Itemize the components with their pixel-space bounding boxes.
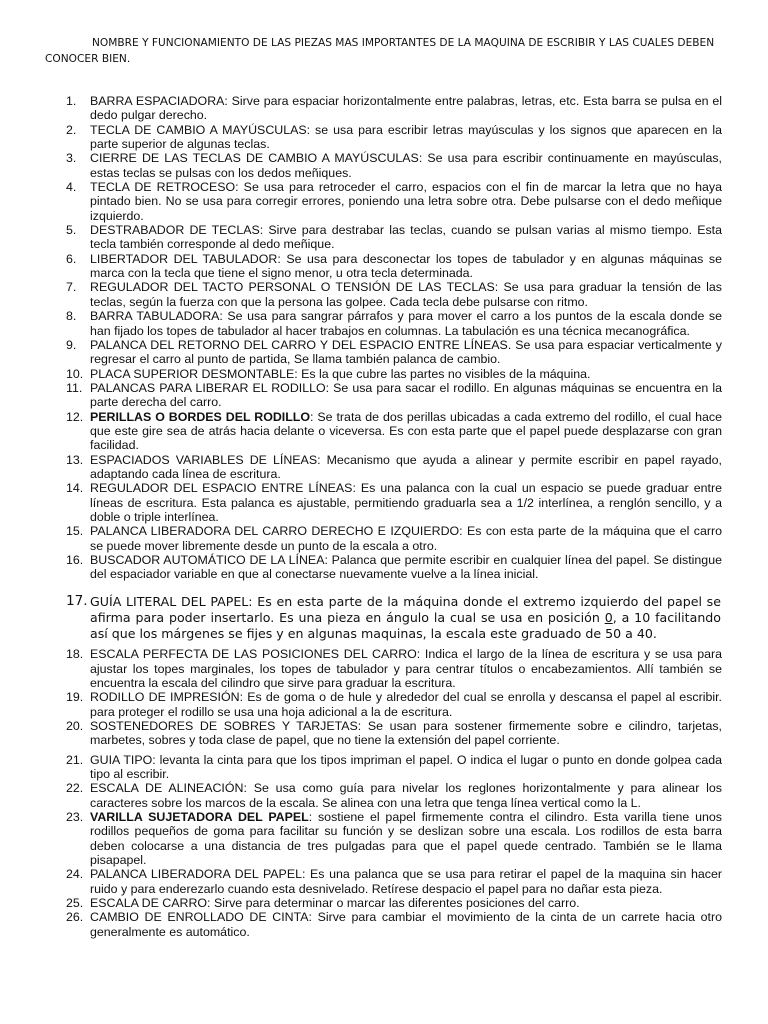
item-text: DESTRABADOR DE TECLAS: Sirve para destrabar las teclas, cuando se pulsan varias al mismo tiempo. Esta tecla también corresponde al dedo meñique. bbox=[90, 223, 722, 252]
item-number: 6. bbox=[66, 251, 77, 266]
list-item bbox=[0, 553, 722, 582]
item-text: BUSCADOR AUTOMÁTICO DE LA LÍNEA: Palanca que permite escribir en cualquier línea del papel. Se distingue del espaciador variable en que al conectarse nuevamente vuelve a la línea inicial. bbox=[90, 553, 722, 582]
item-text: PALANCA LIBERADORA DEL PAPEL: Es una palanca que se usa para retirar el papel de la maquina sin hacer ruido y para enderezarlo cuando esta desnivelado. Retírese despacio el papel para no dañar esta pieza. bbox=[90, 867, 722, 896]
item-number: 12. bbox=[66, 409, 84, 424]
item-text: ESCALA DE ALINEACIÓN: Se usa como guía para nivelar los reglones horizontalmente y para alinear los caracteres sobre los marcos de la escala. Se alinea con una letra que tenga línea vertical como la L. bbox=[90, 781, 722, 810]
item-number: 22. bbox=[66, 781, 84, 796]
list-item bbox=[0, 223, 722, 252]
item-number: 7. bbox=[66, 280, 77, 295]
item-text: , a 10 facilitando así que los márgenes se fijes y en algunas maquinas, la escala este graduado de 50 a 40. bbox=[90, 609, 721, 642]
item-text: RODILLO DE IMPRESIÓN: Es de goma o de hule y alrededor del cual se enrolla y descansa el papel al escribir. para proteger el rodillo se usa una hoja adicional a la de escritura. bbox=[90, 690, 722, 719]
item-text: ESCALA DE CARRO: Sirve para determinar o marcar las diferentes posiciones del carro. bbox=[90, 896, 580, 911]
list-item bbox=[0, 252, 722, 281]
list-item bbox=[0, 94, 722, 123]
item-underlined-value: 0 bbox=[604, 609, 613, 625]
item-number: 20. bbox=[66, 719, 84, 734]
item-number: 10. bbox=[66, 366, 84, 381]
item-number: 1. bbox=[66, 94, 77, 108]
item-text: CIERRE DE LAS TECLAS DE CAMBIO A MAYÚSCULAS: Se usa para escribir continuamente en mayúsculas, estas teclas se pulsas con los dedos meñiques. bbox=[90, 151, 722, 180]
item-text: REGULADOR DEL TACTO PERSONAL O TENSIÓN DE LAS TECLAS: Se usa para graduar la tensión de las teclas, según la fuerza con que la persona las golpee. Cada tecla debe pulsarse con ritmo. bbox=[90, 280, 722, 309]
item-text: BARRA TABULADORA: Se usa para sangrar párrafos y para mover el carro a los puntos de la escala donde se han fijado los topes de tabulador al hacer trabajos en columnas. La tabulación es una técnica mecanográfica. bbox=[90, 309, 722, 338]
list-item bbox=[0, 594, 721, 643]
item-text: GUÍA LITERAL DEL PAPEL: Es en esta parte de la máquina donde el extremo izquierdo del papel se afirma para poder insertarlo. Es una pieza en ángulo la cual se usa en posición bbox=[90, 593, 721, 625]
item-text: TECLA DE CAMBIO A MAYÚSCULAS: se usa para escribir letras mayúsculas y los signos que aparecen en la parte superior de algunas teclas. bbox=[90, 122, 722, 152]
item-text: TECLA DE RETROCESO: Se usa para retroceder el carro, espacios con el fin de marcar la letra que no haya pintado bien. No se usa para corregir errores, poniendo una letra sobre otra. Debe pulsarse con el dedo meñique izquierdo. bbox=[90, 180, 722, 223]
item-bold-term: PERILLAS O BORDES DEL RODILLO bbox=[90, 409, 310, 424]
item-number: 18. bbox=[66, 647, 84, 662]
item-number: 8. bbox=[66, 309, 77, 324]
item-text: BARRA ESPACIADORA: Sirve para espaciar horizontalmente entre palabras, letras, etc. Esta barra se pulsa en el dedo pulgar derecho. bbox=[90, 94, 722, 123]
item-text: LIBERTADOR DEL TABULADOR: Se usa para desconectar los topes de tabulador y en algunas máquinas se marca con la tecla que tiene el signo menor, u otra tecla determinada. bbox=[90, 251, 722, 281]
item-text: : Se trata de dos perillas ubicadas a cada extremo del rodillo, el cual hace que este gire sea de atrás hacia delante o viceversa. Es con esta parte que el papel puede desplazarse con gran facilidad. bbox=[90, 409, 722, 453]
item-number: 17. bbox=[66, 592, 88, 609]
item-number: 11. bbox=[66, 380, 83, 395]
list-item bbox=[0, 151, 722, 180]
item-number: 4. bbox=[66, 180, 77, 195]
list-item bbox=[0, 781, 722, 810]
parts-list bbox=[0, 94, 768, 939]
item-text: : sostiene el papel firmemente contra el cilindro. Esta varilla tiene unos rodillos pequeños de goma para facilitar su función y se deslizan sobre una escala. Los rodillos de esta barra deben colocarse a una distancia de tres pulgadas para que el papel quede centrado. También se le llama pisapapel. bbox=[90, 810, 722, 868]
document-heading: NOMBRE Y FUNCIONAMIENTO DE LAS PIEZAS MAS IMPORTANTES DE LA MAQUINA DE ESCRIBIR Y LAS CUALES DEBEN CONOCER BIEN. bbox=[45, 37, 715, 65]
item-text: CAMBIO DE ENROLLADO DE CINTA: Sirve para cambiar el movimiento de la cinta de un carrete hacia otro generalmente es automático. bbox=[90, 910, 722, 939]
item-number: 3. bbox=[66, 151, 77, 166]
item-text: REGULADOR DEL ESPACIO ENTRE LÍNEAS: Es una palanca con la cual un espacio se puede graduar entre líneas de escritura. Esta palanca es ajustable, permitiendo graduarla sea a 1/2 interlínea, a renglón sencillo, y a doble o triple interlínea. bbox=[90, 481, 722, 524]
item-number: 23. bbox=[66, 810, 84, 825]
list-item bbox=[0, 719, 722, 748]
list-item bbox=[0, 381, 722, 410]
item-text: ESCALA PERFECTA DE LAS POSICIONES DEL CARRO: Indica el largo de la línea de escritura y se usa para ajustar los topes marginales, los topes de tabulador y para centrar títulos o encabezamientos. Allí también se encuentra la escala del cilindro que sirve para graduar la escritura. bbox=[90, 647, 722, 690]
list-item bbox=[0, 453, 722, 482]
list-item bbox=[0, 910, 722, 939]
item-number: 26. bbox=[66, 910, 84, 925]
item-text: SOSTENEDORES DE SOBRES Y TARJETAS: Se usan para sostener firmemente sobre e cilindro, tarjetas, marbetes, sobres y toda clase de papel, que no tiene la extensión del papel corriente. bbox=[90, 719, 722, 748]
list-item bbox=[0, 753, 722, 782]
list-item bbox=[0, 647, 722, 690]
list-item bbox=[0, 280, 722, 309]
item-text: ESPACIADOS VARIABLES DE LÍNEAS: Mecanismo que ayuda a alinear y permite escribir en papel rayado, adaptando cada línea de escritura. bbox=[90, 452, 722, 481]
item-number: 2. bbox=[66, 122, 77, 137]
item-text: PLACA SUPERIOR DESMONTABLE: Es la que cubre las partes no visibles de la máquina. bbox=[90, 366, 591, 381]
list-item bbox=[0, 338, 722, 367]
list-item bbox=[0, 481, 722, 524]
list-item bbox=[0, 410, 722, 453]
item-number: 24. bbox=[66, 867, 84, 882]
item-number: 21. bbox=[66, 752, 84, 767]
item-number: 9. bbox=[66, 337, 77, 352]
list-item bbox=[0, 810, 722, 867]
item-number: 13. bbox=[66, 452, 84, 467]
list-item bbox=[0, 123, 722, 152]
list-item bbox=[0, 867, 722, 896]
list-item bbox=[0, 896, 722, 910]
item-number: 15. bbox=[66, 524, 84, 539]
list-item bbox=[0, 524, 722, 553]
item-bold-term: VARILLA SUJETADORA DEL PAPEL bbox=[90, 810, 309, 825]
item-number: 14. bbox=[66, 481, 84, 496]
list-item bbox=[0, 690, 722, 719]
list-item bbox=[0, 309, 722, 338]
item-text: PALANCA LIBERADORA DEL CARRO DERECHO E IZQUIERDO: Es con esta parte de la máquina que el carro se puede mover libremente desde un punto de la escala a otro. bbox=[90, 524, 722, 553]
item-number: 5. bbox=[66, 223, 77, 238]
list-item bbox=[0, 367, 722, 381]
list-item bbox=[0, 180, 722, 223]
item-number: 16. bbox=[66, 553, 84, 567]
item-text: GUIA TIPO: levanta la cinta para que los tipos impriman el papel. O indica el lugar o punto en donde golpea cada tipo al escribir. bbox=[90, 752, 722, 782]
item-number: 25. bbox=[66, 896, 84, 911]
item-number: 19. bbox=[66, 690, 84, 705]
item-text: PALANCA DEL RETORNO DEL CARRO Y DEL ESPACIO ENTRE LÍNEAS. Se usa para espaciar verticalmente y regresar el carro al punto de partida, Se llama también palanca de cambio. bbox=[90, 337, 722, 367]
item-text: PALANCAS PARA LIBERAR EL RODILLO: Se usa para sacar el rodillo. En algunas máquinas se encuentra en la parte derecha del carro. bbox=[90, 380, 722, 410]
